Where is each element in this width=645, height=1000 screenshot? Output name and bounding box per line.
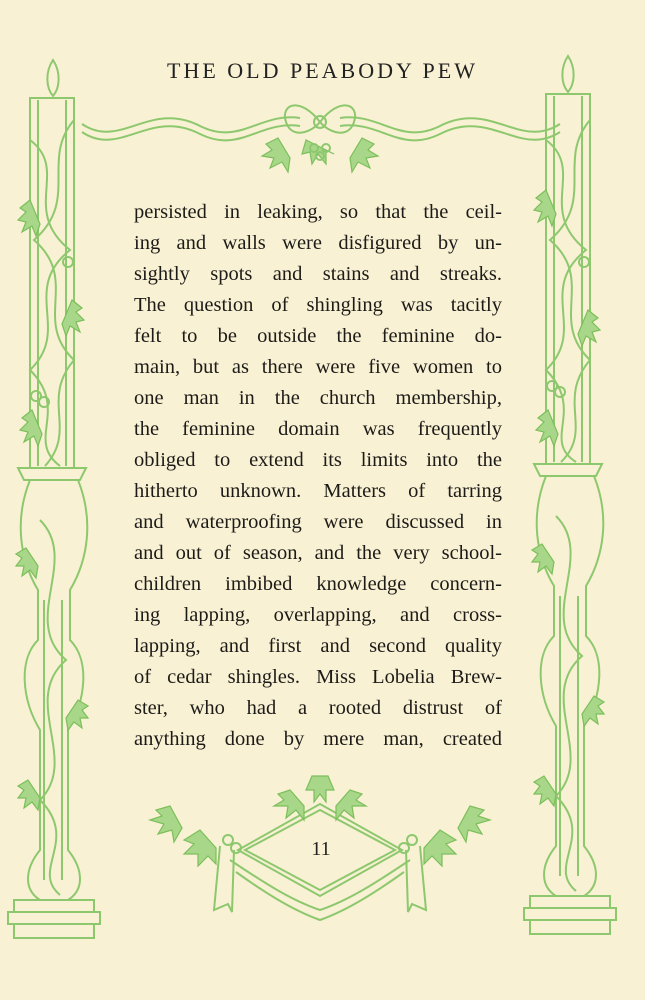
text-line: main, but as there were five women to (134, 356, 502, 378)
left-candle-ornament (8, 60, 100, 938)
text-line: and waterproofing were discussed in (134, 511, 502, 533)
page-number: 11 (311, 838, 331, 860)
text-line: hitherto unknown. Matters of tarring (134, 480, 502, 502)
text-line: and out of season, and the very school- (134, 542, 502, 564)
text-line: lapping, and first and second quality (134, 635, 502, 657)
text-line: felt to be outside the feminine do- (134, 325, 502, 347)
running-head: THE OLD PEABODY PEW (167, 58, 478, 83)
body-text (134, 197, 502, 755)
text-line: of cedar shingles. Miss Lobelia Brew- (134, 666, 502, 688)
text-line: ster, who had a rooted distrust of (134, 697, 502, 719)
text-line: ing lapping, overlapping, and cross- (134, 604, 502, 626)
text-line: one man in the church membership, (134, 387, 502, 409)
text-line: children imbibed knowledge concern- (134, 573, 502, 595)
right-candle-ornament (524, 56, 616, 934)
text-line: persisted in leaking, so that the ceil- (134, 201, 502, 223)
text-line: obliged to extend its limits into the (134, 449, 502, 471)
text-line: sightly spots and stains and streaks. (134, 263, 502, 285)
text-line: ing and walls were disfigured by un- (134, 232, 502, 254)
top-ribbon-ornament (82, 105, 560, 172)
text-line: the feminine domain was frequently (134, 418, 502, 440)
text-line: anything done by mere man, created (134, 728, 502, 750)
text-line: The question of shingling was tacitly (134, 294, 502, 316)
